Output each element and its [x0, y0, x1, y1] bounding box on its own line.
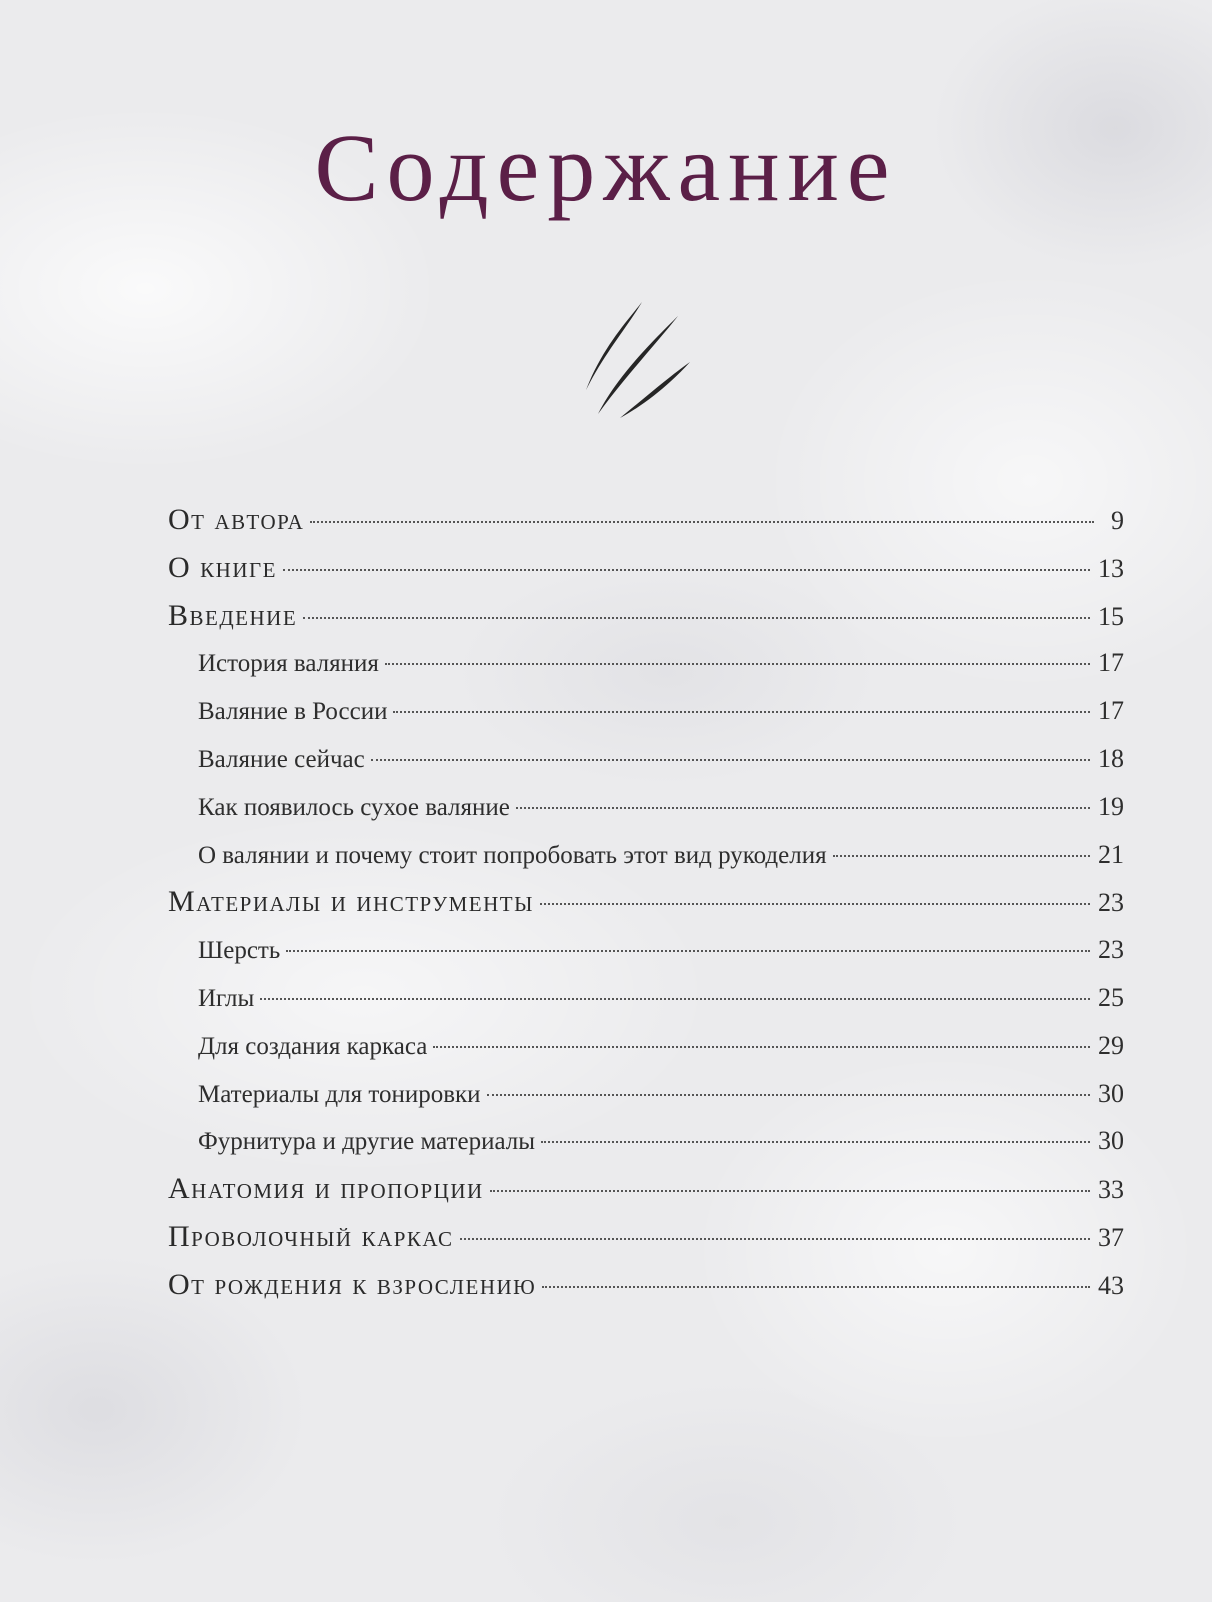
toc-entry-page-number: 23: [1098, 888, 1124, 918]
table-of-contents: [168, 505, 1124, 1318]
toc-entry[interactable]: [168, 840, 1124, 888]
toc-entry-page-number: 17: [1098, 648, 1124, 678]
toc-entry-page-number: 21: [1098, 839, 1124, 869]
toc-entry-title: Для создания каркаса: [198, 1032, 428, 1060]
toc-entry-page-number: 9: [1111, 506, 1124, 535]
toc-entry-title: От автора: [168, 503, 305, 536]
toc-entry-page-number: 17: [1098, 696, 1124, 726]
toc-entry[interactable]: [168, 505, 1124, 553]
dot-leader: [833, 855, 1090, 857]
toc-entry-page-number: 25: [1098, 982, 1124, 1012]
dot-leader: [433, 1046, 1090, 1048]
toc-entry-title: История валяния: [198, 650, 379, 678]
toc-entry[interactable]: [168, 1174, 1124, 1222]
toc-entry[interactable]: [168, 1031, 1124, 1079]
dot-leader: [540, 903, 1090, 905]
toc-entry-title: О книге: [168, 550, 277, 584]
toc-entry[interactable]: [168, 598, 1124, 649]
toc-entry-page-number: 30: [1098, 1078, 1124, 1108]
dot-leader: [490, 1190, 1090, 1192]
toc-entry[interactable]: [168, 1219, 1124, 1270]
toc-entry-title: Как появилось сухое валяние: [198, 793, 510, 821]
toc-entry-title: Проволочный каркас: [168, 1219, 454, 1253]
toc-entry-page-number: 19: [1098, 791, 1124, 821]
dot-leader: [286, 950, 1090, 952]
dot-leader: [385, 663, 1090, 665]
toc-entry[interactable]: [168, 744, 1124, 792]
toc-entry-title: Введение: [168, 598, 298, 632]
toc-entry-page-number: 43: [1098, 1270, 1124, 1300]
toc-entry[interactable]: [168, 550, 1124, 601]
toc-entry-title: От рождения к взрослению: [168, 1267, 537, 1301]
dot-leader: [283, 569, 1090, 571]
dot-leader: [303, 617, 1090, 619]
dot-leader: [371, 759, 1090, 761]
toc-entry-page-number: 18: [1098, 743, 1124, 773]
toc-entry-page-number: 30: [1098, 1126, 1124, 1156]
dot-leader: [460, 1238, 1090, 1240]
toc-entry-page-number: 29: [1098, 1030, 1124, 1060]
dot-leader: [487, 1094, 1090, 1096]
claw-marks-icon: [580, 300, 710, 430]
toc-entry-title: О валянии и почему стоит попробовать этот вид рукоделия: [198, 841, 827, 869]
toc-entry-page-number: 23: [1098, 935, 1124, 965]
toc-entry-title: Материалы для тонировки: [198, 1080, 481, 1108]
dot-leader: [393, 711, 1090, 713]
toc-entry-page-number: 33: [1098, 1175, 1124, 1205]
toc-entry-title: Шерсть: [198, 937, 281, 965]
toc-entry-page-number: 13: [1098, 553, 1124, 583]
toc-entry[interactable]: [168, 935, 1124, 983]
toc-entry[interactable]: [168, 648, 1124, 696]
toc-entry[interactable]: [168, 1126, 1124, 1174]
dot-leader: [260, 998, 1090, 1000]
toc-entry-title: Фурнитура и другие материалы: [198, 1128, 536, 1156]
toc-entry[interactable]: [168, 792, 1124, 840]
toc-entry[interactable]: [168, 983, 1124, 1031]
dot-leader: [541, 1141, 1090, 1143]
toc-entry[interactable]: [168, 696, 1124, 744]
toc-entry-title: Иглы: [198, 984, 255, 1012]
dot-leader: [516, 807, 1090, 809]
toc-entry-page-number: 15: [1098, 601, 1124, 631]
dot-leader: [542, 1286, 1090, 1288]
toc-entry-title: Анатомия и пропорции: [168, 1172, 484, 1206]
dot-leader: [310, 521, 1094, 523]
toc-entry-title: Материалы и инструменты: [168, 885, 534, 919]
toc-entry[interactable]: [168, 1079, 1124, 1127]
page-title: Содержание: [314, 114, 898, 221]
toc-entry-title: Валяние в России: [198, 698, 388, 726]
toc-entry[interactable]: [168, 1267, 1124, 1318]
toc-entry[interactable]: [168, 887, 1124, 935]
toc-entry-page-number: 37: [1098, 1222, 1124, 1252]
toc-entry-title: Валяние сейчас: [198, 745, 365, 773]
